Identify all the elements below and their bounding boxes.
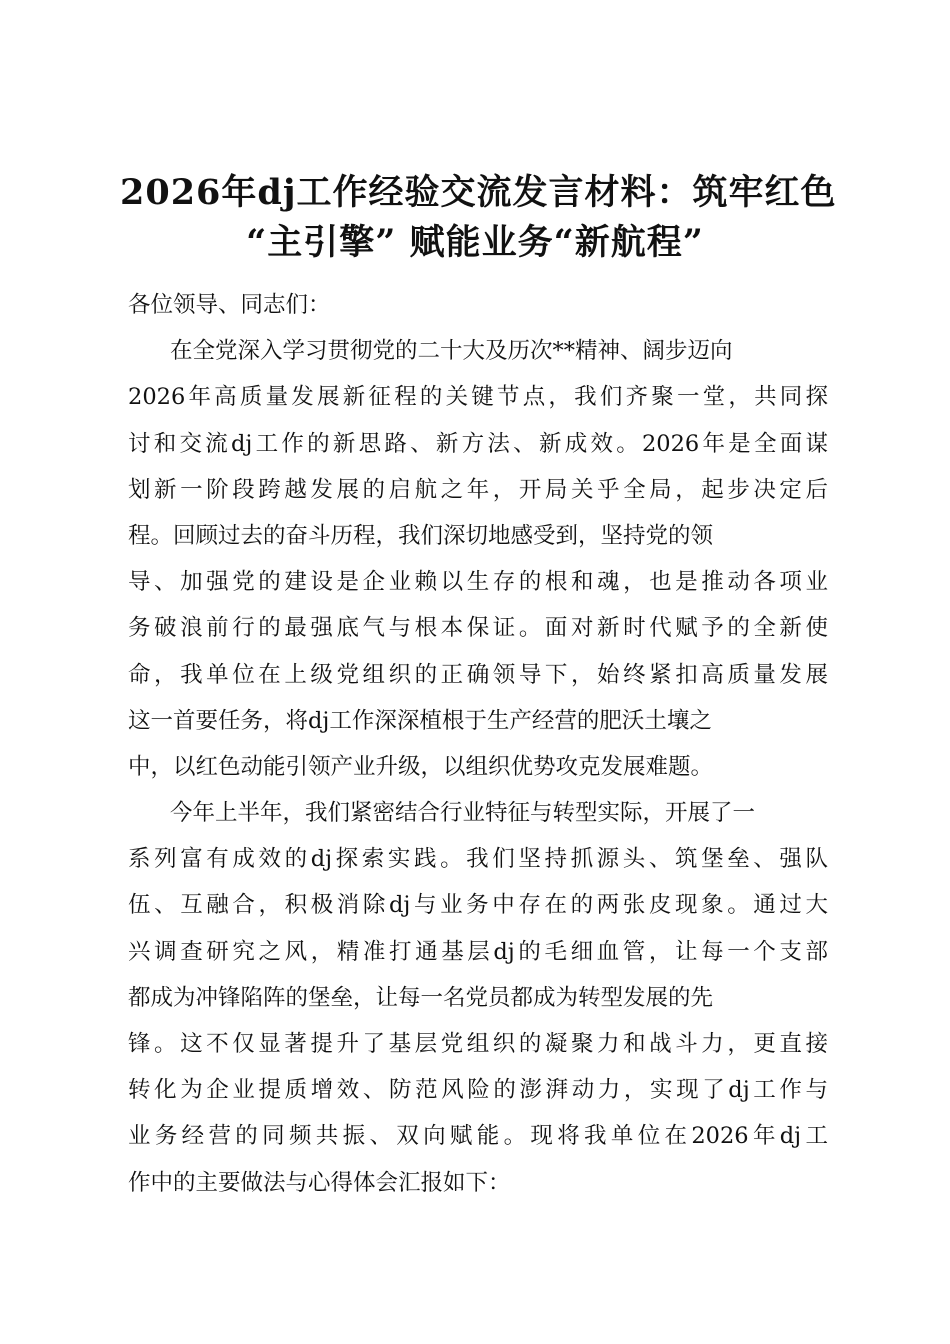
paragraph-line: 命，我单位在上级党组织的正确领导下，始终紧扣高质量发展 <box>128 661 828 688</box>
paragraph-line: 转化为企业提质增效、防范风险的澎湃动力，实现了dj工作与 <box>128 1077 828 1104</box>
title-line-1: 2026年dj工作经验交流发言材料：筑牢红色 <box>120 172 837 213</box>
paragraph-line: 在全党深入学习贯彻党的二十大及历次**精神、阔步迈向 <box>170 338 733 365</box>
document-body <box>128 282 828 1206</box>
title-line-2: “主引擎” 赋能业务“新航程” <box>246 222 704 263</box>
paragraph-line: 程。回顾过去的奋斗历程，我们深切地感受到，坚持党的领 <box>128 522 714 549</box>
paragraph-line: 导、加强党的建设是企业赖以生存的根和魂，也是推动各项业 <box>128 569 828 596</box>
paragraph-1 <box>128 328 828 790</box>
paragraph-line: 业务经营的同频共振、双向赋能。现将我单位在2026年dj工 <box>128 1123 828 1150</box>
paragraph-2 <box>128 790 828 1206</box>
paragraph-line: 今年上半年，我们紧密结合行业特征与转型实际，开展了一 <box>170 800 756 827</box>
paragraph-line: 中，以红色动能引领产业升级，以组织优势攻克发展难题。 <box>128 753 714 780</box>
paragraph-line: 兴调查研究之风，精准打通基层dj的毛细血管，让每一个支部 <box>128 938 828 965</box>
paragraph-line: 作中的主要做法与心得体会汇报如下： <box>128 1169 511 1196</box>
paragraph-line: 划新一阶段跨越发展的启航之年，开局关乎全局，起步决定后 <box>128 476 828 503</box>
paragraph-line: 2026年高质量发展新征程的关键节点，我们齐聚一堂，共同探 <box>128 384 828 411</box>
paragraph-line: 都成为冲锋陷阵的堡垒，让每一名党员都成为转型发展的先 <box>128 984 714 1011</box>
paragraph-line: 系列富有成效的dj探索实践。我们坚持抓源头、筑堡垒、强队 <box>128 846 828 873</box>
paragraph-line: 伍、互融合，积极消除dj与业务中存在的两张皮现象。通过大 <box>128 892 828 919</box>
document-title <box>120 168 837 268</box>
salutation: 各位领导、同志们： <box>128 292 331 318</box>
paragraph-line: 这一首要任务，将dj工作深深植根于生产经营的肥沃土壤之 <box>128 707 712 734</box>
paragraph-line: 锋。这不仅显著提升了基层党组织的凝聚力和战斗力，更直接 <box>128 1031 828 1057</box>
paragraph-line: 务破浪前行的最强底气与根本保证。面对新时代赋予的全新使 <box>128 615 828 642</box>
paragraph-line: 讨和交流dj工作的新思路、新方法、新成效。2026年是全面谋 <box>128 430 828 457</box>
